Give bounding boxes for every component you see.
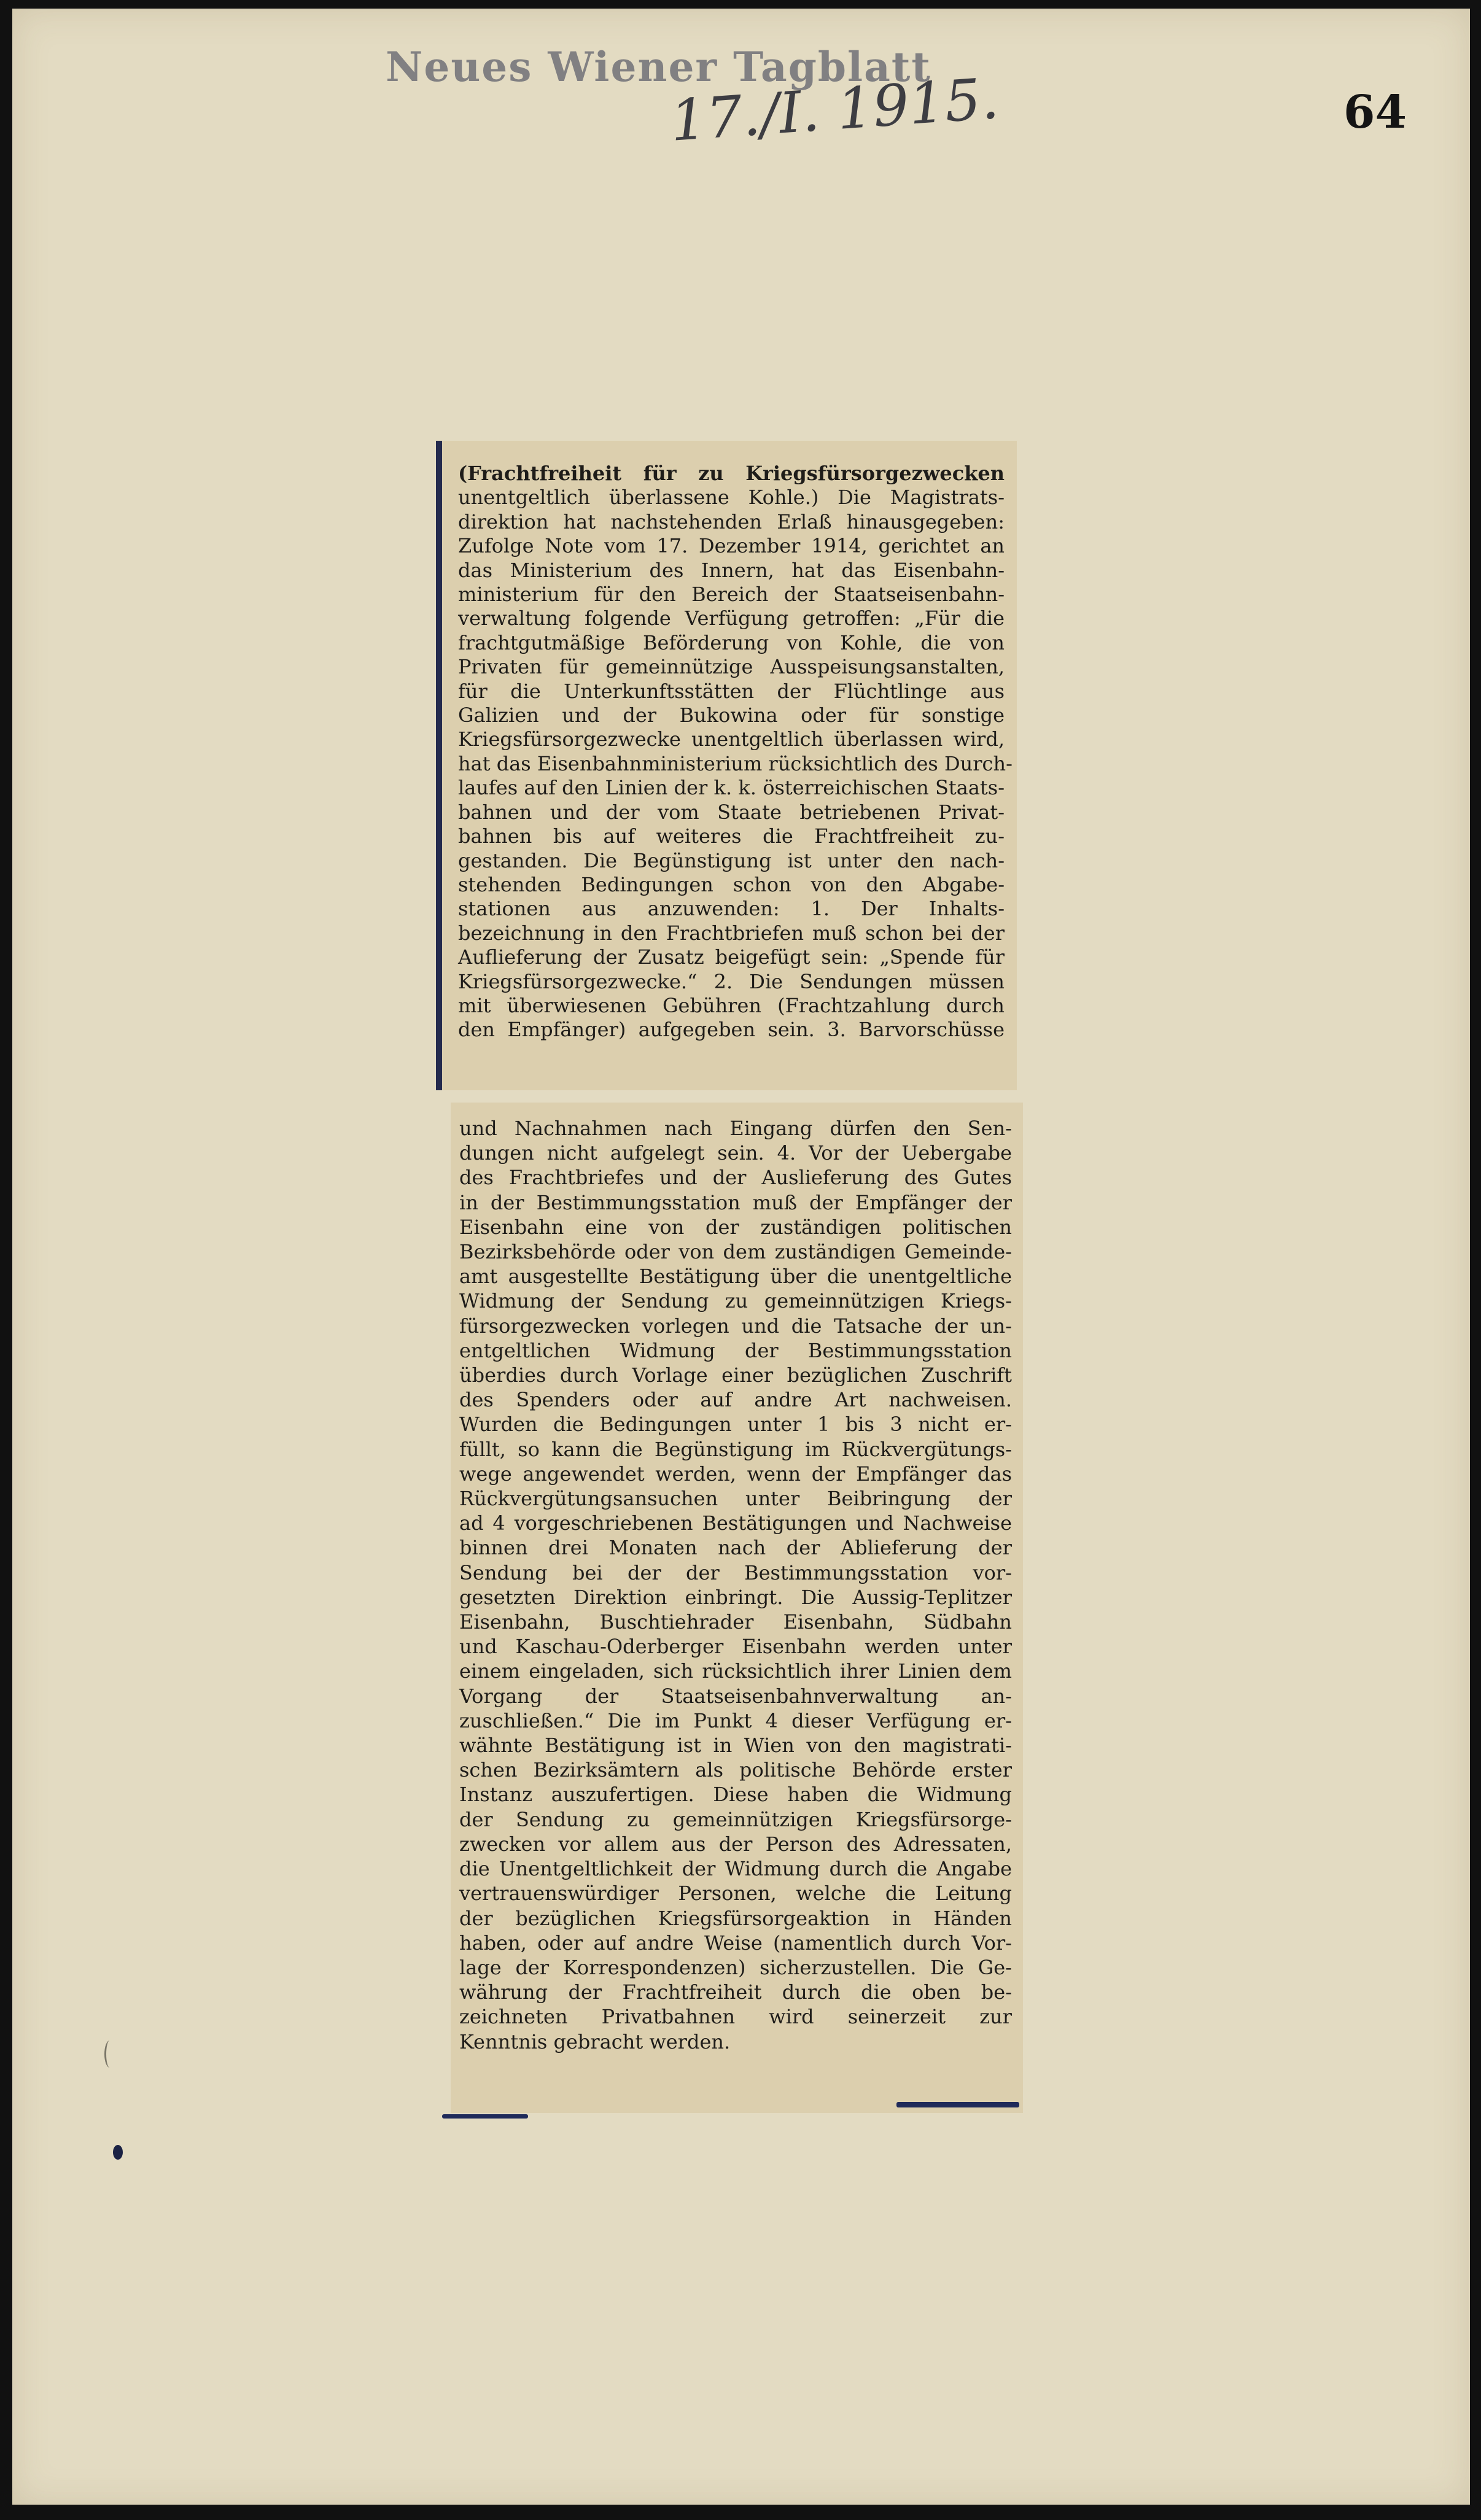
clipping-line: fürsorgezwecken vorlegen und die Tatsache der un- [459, 1314, 1012, 1338]
handwritten-date: 17./I. 1915. [668, 65, 1001, 154]
newspaper-clipping-part-2 [451, 1103, 1023, 2113]
clipping-line: mit überwiesenen Gebühren (Frachtzahlung durch [458, 993, 1005, 1017]
clipping-line: das Ministerium des Innern, hat das Eisenbahn- [458, 558, 1005, 582]
clipping-line: Eisenbahn eine von der zuständigen politischen [459, 1215, 1012, 1239]
margin-pencil-mark [104, 2041, 115, 2068]
clipping-line: wege angewendet werden, wenn der Empfänger das [459, 1462, 1012, 1486]
clipping-line: gesetzten Direktion einbringt. Die Aussig-Teplitzer [459, 1585, 1012, 1609]
clipping-line: gestanden. Die Begünstigung ist unter den nach- [458, 848, 1005, 872]
clipping-line: bezeichnung in den Frachtbriefen muß schon bei der [458, 921, 1005, 945]
clipping-line: Vorgang der Staatseisenbahnverwaltung an- [459, 1684, 1012, 1708]
page-number: 64 [1343, 86, 1407, 139]
clipping-line: zeichneten Privatbahnen wird seinerzeit zur [459, 2005, 1012, 2029]
clipping-line: dungen nicht aufgelegt sein. 4. Vor der Uebergabe [459, 1141, 1012, 1165]
clipping-line: vertrauenswürdiger Personen, welche die Leitung [459, 1882, 1012, 1906]
clipping-line: bahnen bis auf weiteres die Frachtfreiheit zu- [458, 824, 1005, 848]
clipping-line: Eisenbahn, Buschtiehrader Eisenbahn, Südbahn [459, 1610, 1012, 1634]
clipping-line: binnen drei Monaten nach der Ablieferung der [459, 1536, 1012, 1560]
archive-sheet [12, 9, 1470, 2505]
clipping-line: unentgeltlich überlassene Kohle.) Die Magistrats- [458, 486, 1005, 510]
clipping-line: zwecken vor allem aus der Person des Adressaten, [459, 1832, 1012, 1856]
clipping-line: Kriegsfürsorgezwecke unentgeltlich überlassen wird, [458, 727, 1005, 751]
clipping-line: Sendung bei der der Bestimmungsstation vor- [459, 1560, 1012, 1584]
clipping-line: Auflieferung der Zusatz beigefügt sein: „Spende für [458, 945, 1005, 969]
clipping-line: entgeltlichen Widmung der Bestimmungsstation [459, 1338, 1012, 1362]
clipping-line: füllt, so kann die Begünstigung im Rückvergütungs- [459, 1437, 1012, 1461]
clipping-line: Zufolge Note vom 17. Dezember 1914, gerichtet an [458, 534, 1005, 558]
clipping-line: währung der Frachtfreiheit durch die oben be- [459, 1980, 1012, 2004]
clipping-line: stehenden Bedingungen schon von den Abgabe- [458, 872, 1005, 896]
clipping-line: Wurden die Bedingungen unter 1 bis 3 nicht er- [459, 1413, 1012, 1436]
clipping-line: in der Bestimmungsstation muß der Empfänger der [459, 1190, 1012, 1214]
clipping-line: stationen aus anzuwenden: 1. Der Inhalts- [458, 897, 1005, 921]
clipping-line: Galizien und der Bukowina oder für sonstige [458, 704, 1005, 727]
clipping-line: und Nachnahmen nach Eingang dürfen den Sen- [459, 1117, 1012, 1140]
clipping-headline-line: (Frachtfreiheit für zu Kriegsfürsorgezwecken [458, 462, 1005, 485]
blue-pencil-mark [442, 2114, 528, 2119]
clipping-line: der bezüglichen Kriegsfürsorgeaktion in Händen [459, 1906, 1012, 1930]
clipping-line: und Kaschau-Oderberger Eisenbahn werden unter [459, 1635, 1012, 1659]
clipping-line: einem eingeladen, sich rücksichtlich ihrer Linien dem [459, 1659, 1012, 1683]
newspaper-name-stamp: Neues Wiener Tagblatt [386, 43, 931, 91]
clipping-line: der Sendung zu gemeinnützigen Kriegsfürsorge- [459, 1807, 1012, 1831]
clipping-line: den Empfänger) aufgegeben sein. 3. Barvorschüsse [458, 1018, 1005, 1042]
clipping-line: laufes auf den Linien der k. k. österreichischen Staats- [458, 776, 1005, 800]
clipping-line: hat das Eisenbahnministerium rücksichtlich des Durch- [458, 751, 1013, 775]
clipping-line: lage der Korrespondenzen) sicherzustellen. Die Ge- [459, 1955, 1012, 1979]
clipping-line: schen Bezirksämtern als politische Behörde erster [459, 1758, 1012, 1782]
clipping-line: direktion hat nachstehenden Erlaß hinausgegeben: [458, 510, 1005, 533]
clipping-line: für die Unterkunftsstätten der Flüchtlinge aus [458, 679, 1005, 703]
clipping-line: verwaltung folgende Verfügung getroffen: „Für die [458, 607, 1005, 630]
clipping-line: Kriegsfürsorgezwecke.“ 2. Die Sendungen müssen [458, 969, 1005, 993]
clipping-text-part-1 [458, 462, 1013, 1042]
clipping-line: Widmung der Sendung zu gemeinnützigen Kriegs- [459, 1289, 1012, 1313]
clipping-line: Privaten für gemeinnützige Ausspeisungsanstalten, [458, 655, 1005, 679]
clipping-line: wähnte Bestätigung ist in Wien von den magistrati- [459, 1734, 1012, 1758]
clipping-line: des Spenders oder auf andre Art nachweisen. [459, 1388, 1012, 1412]
clipping-line: ministerium für den Bereich der Staatseisenbahn- [458, 583, 1005, 607]
clipping-line: frachtgutmäßige Beförderung von Kohle, die von [458, 630, 1005, 654]
clipping-line: überdies durch Vorlage einer bezüglichen Zuschrift [459, 1363, 1012, 1387]
clipping-line: zuschließen.“ Die im Punkt 4 dieser Verfügung er- [459, 1708, 1012, 1732]
clipping-line: ad 4 vorgeschriebenen Bestätigungen und Nachweise [459, 1511, 1012, 1535]
clipping-line: Kenntnis gebracht werden. [459, 2030, 731, 2053]
clipping-line: Rückvergütungsansuchen unter Beibringung der [459, 1487, 1012, 1511]
clipping-line: haben, oder auf andre Weise (namentlich durch Vor- [459, 1931, 1012, 1955]
clipping-line: des Frachtbriefes und der Auslieferung des Gutes [459, 1166, 1012, 1190]
clipping-line: die Unentgeltlichkeit der Widmung durch die Angabe [459, 1857, 1012, 1881]
ink-blot [113, 2145, 123, 2160]
clipping-text-part-2 [459, 1116, 1012, 2054]
clipping-line: bahnen und der vom Staate betriebenen Privat- [458, 800, 1005, 824]
blue-pencil-mark [896, 2102, 1019, 2107]
newspaper-clipping-part-1 [436, 441, 1017, 1090]
clipping-line: amt ausgestellte Bestätigung über die unentgeltliche [459, 1265, 1012, 1289]
clipping-line: Bezirksbehörde oder von dem zuständigen Gemeinde- [459, 1240, 1012, 1264]
clipping-line: Instanz auszufertigen. Diese haben die Widmung [459, 1783, 1012, 1807]
